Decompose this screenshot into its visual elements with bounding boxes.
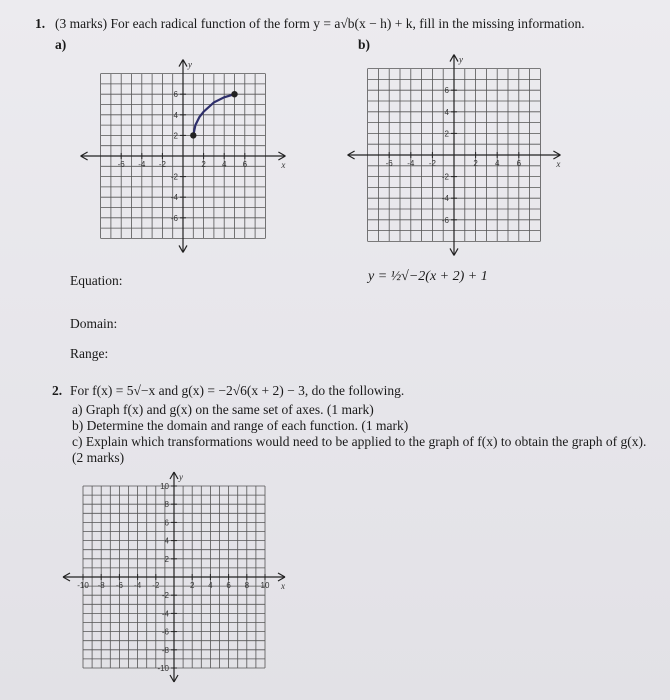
x-tick-label: 2 — [189, 581, 195, 590]
x-tick-label: -10 — [77, 581, 89, 590]
x-tick-label: -4 — [138, 160, 146, 169]
equation-label: Equation: — [70, 273, 123, 288]
y-tick-label: 4 — [173, 110, 178, 120]
x-tick-label: -4 — [407, 159, 415, 168]
x-tick-label: 2 — [201, 160, 206, 169]
graph-a — [65, 35, 305, 260]
y-tick-label: 2 — [444, 129, 449, 139]
graph-q2 — [75, 465, 295, 690]
equation-b: y = ½√−2(x + 2) + 1 — [368, 269, 488, 284]
x-tick-label: -2 — [428, 159, 436, 168]
x-tick-label: 6 — [226, 581, 231, 590]
x-tick-label: -6 — [385, 159, 393, 168]
q1-part-a-label: a) — [55, 37, 67, 52]
x-tick-label: -2 — [152, 581, 160, 590]
axes — [81, 60, 286, 253]
y-tick-label: -6 — [161, 627, 169, 637]
axes — [63, 472, 285, 682]
x-tick-label: 6 — [516, 159, 522, 168]
q2-part-c: c) Explain which transformations would need to be applied to the graph of f(x) to obtain the graph of g(x). — [72, 434, 647, 449]
q2-number: 2. — [52, 383, 63, 398]
graph-b — [337, 35, 577, 260]
x-tick-label: 2 — [473, 159, 478, 168]
x-tick-label: 8 — [244, 581, 250, 590]
x-tick-label: -2 — [158, 160, 166, 169]
x-tick-label: 10 — [260, 581, 270, 590]
curve-start-point — [190, 132, 196, 138]
x-tick-label: -6 — [115, 581, 123, 590]
y-tick-label: -4 — [161, 609, 169, 619]
y-tick-label: 8 — [164, 500, 169, 510]
q2-part-a: a) Graph f(x) and g(x) on the same set of axes. (1 mark) — [72, 402, 374, 417]
y-tick-label: -6 — [441, 215, 449, 225]
y-tick-label: -2 — [161, 591, 169, 601]
x-axis-label: x — [281, 581, 285, 591]
y-axis-label: y — [188, 59, 192, 70]
x-tick-label: 4 — [208, 581, 213, 590]
x-tick-label: 4 — [221, 160, 227, 169]
y-tick-label: 6 — [444, 86, 449, 96]
y-tick-label: 6 — [164, 518, 169, 528]
y-axis-label: y — [459, 54, 463, 65]
curve-end-point — [231, 91, 237, 97]
y-tick-label: 6 — [173, 90, 178, 100]
q1-number: 1. — [35, 16, 46, 31]
range-label: Range: — [70, 346, 109, 361]
q1-intro: (3 marks) For each radical function of the form y = a√b(x − h) + k, fill in the missing information. — [55, 16, 585, 31]
y-tick-label: -10 — [157, 664, 169, 673]
x-tick-label: 4 — [494, 159, 500, 168]
q2-part-c-marks: (2 marks) — [72, 450, 125, 465]
x-axis-label: x — [556, 159, 561, 169]
y-tick-label: -4 — [441, 194, 449, 204]
x-tick-label: -6 — [117, 160, 125, 169]
y-tick-label: 4 — [164, 536, 169, 546]
x-axis-label: x — [281, 160, 286, 170]
y-tick-label: -4 — [170, 193, 178, 203]
y-tick-label: -2 — [441, 172, 449, 182]
y-tick-label: 4 — [444, 107, 449, 117]
x-tick-label: 6 — [242, 160, 248, 169]
domain-label: Domain: — [70, 316, 118, 331]
q2-part-b: b) Determine the domain and range of each function. (1 mark) — [72, 418, 409, 433]
y-tick-label: 10 — [160, 482, 169, 491]
y-tick-label: 2 — [173, 131, 178, 141]
y-tick-label: -8 — [161, 645, 169, 655]
y-tick-label: 2 — [164, 554, 169, 564]
x-tick-label: -4 — [134, 581, 142, 590]
q2-intro: For f(x) = 5√−x and g(x) = −2√6(x + 2) − 3, do the following. — [70, 383, 405, 398]
y-axis-label: y — [179, 472, 183, 482]
y-tick-label: -2 — [170, 172, 178, 182]
y-tick-label: -6 — [170, 213, 178, 223]
x-tick-label: -8 — [97, 581, 105, 590]
q1-part-b-label: b) — [358, 37, 371, 52]
axes — [348, 55, 561, 256]
